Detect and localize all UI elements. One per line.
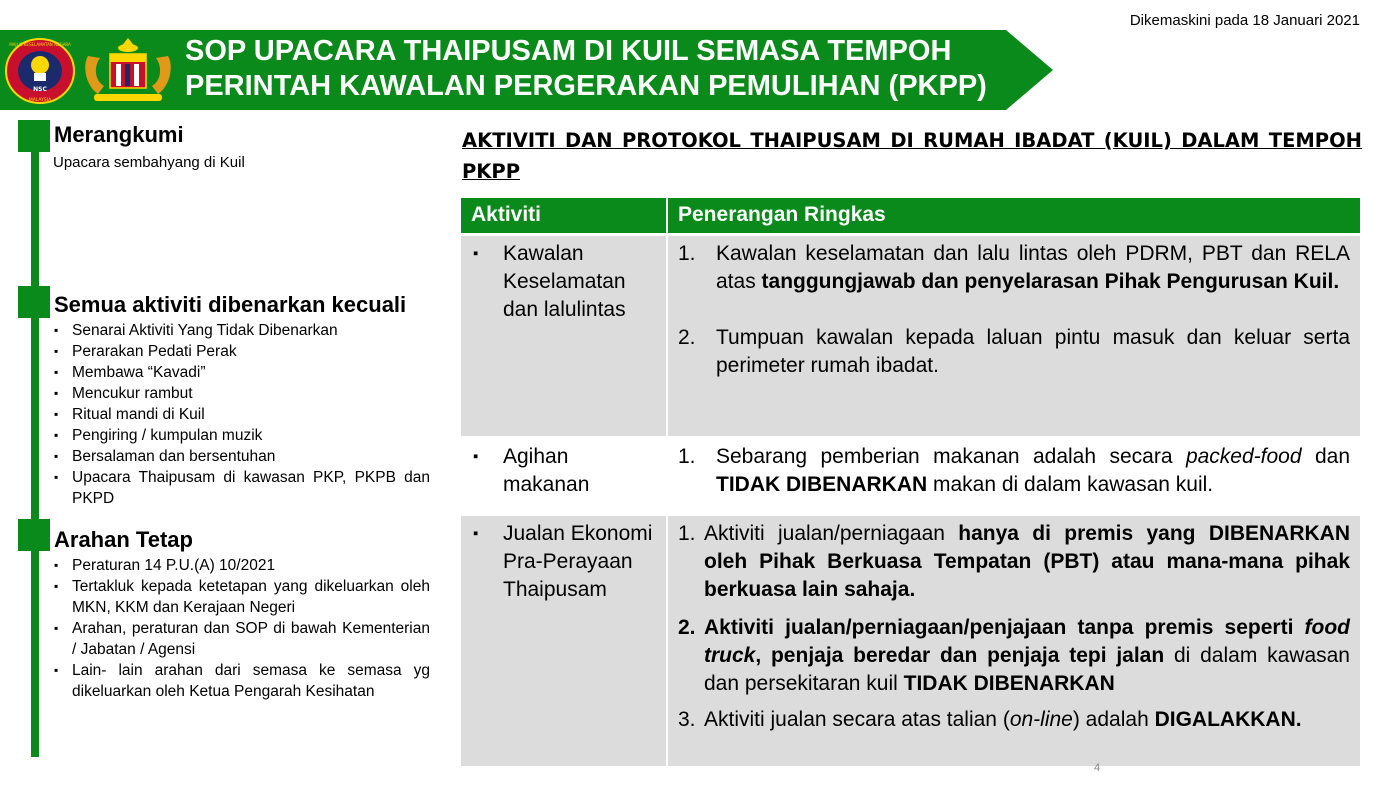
description-item [678,520,1350,604]
page-title [185,34,1025,104]
activity-cell: ▪ Jualan Ekonomi Pra-Perayaan Thaipusam [461,514,667,766]
item-text: Tumpuan kawalan kepada laluan pintu masuk dan keluar serta perimeter rumah ibadat. [716,325,1350,377]
description-cell [667,437,1361,514]
description-cell [667,234,1361,437]
malaysia-coat-of-arms-logo [80,36,176,106]
activity-cell: ▪ Kawalan Keselamatan dan lalulintas [461,234,667,437]
description-item [678,706,1350,734]
page-number: 4 [1094,762,1101,774]
header-activity: Aktiviti [461,198,667,234]
description-cell [667,514,1361,766]
item-text: Sebarang pemberian makanan adalah secara packed-food dan TIDAK DIBENARKAN makan di dalam kawasan kuil. [716,444,1350,496]
description-item [678,443,1350,499]
list-item: ▪ Tertakluk kepada ketetapan yang dikeluarkan oleh MKN, KKM dan Kerajaan Negeri [54,576,430,618]
page-title-line-1: SOP UPACARA THAIPUSAM DI KUIL SEMASA TEMPOH [185,35,952,67]
item-number: 1. [678,444,696,468]
svg-text:MAJLIS KESELAMATAN NEGARA: MAJLIS KESELAMATAN NEGARA [9,42,71,47]
nsc-logo [4,37,76,105]
item-text: Aktiviti jualan secara atas talian (on-line) adalah DIGALAKKAN. [704,707,1302,731]
list-item: ▪ Upacara Thaipusam di kawasan PKP, PKPB dan PKPD [54,467,430,509]
table-row [461,437,1361,514]
timeline-marker-summary [18,120,50,152]
section-title: AKTIVITI DAN PROTOKOL THAIPUSAM DI RUMAH IBADAT (KUIL) DALAM TEMPOH PKPP [462,129,1362,183]
table-header-row [461,198,1361,234]
item-number: 1. [678,521,696,545]
list-item: ▪ Ritual mandi di Kuil [54,404,430,425]
list-item: ▪ Arahan, peraturan dan SOP di bawah Kementerian / Jabatan / Agensi [54,618,430,660]
updated-date: Dikemaskini pada 18 Januari 2021 [1129,12,1360,29]
protocol-table [461,198,1362,766]
item-text: Kawalan keselamatan dan lalu lintas oleh PDRM, PBT dan RELA atas tanggungjawab dan penyelarasan Pihak Pengurusan Kuil. [716,241,1350,293]
item-text: Aktiviti jualan/perniagaan/penjajaan tanpa premis seperti food truck, penjaja beredar dan penjaja tepi jalan di dalam kawasan dan persekitaran kuil TIDAK DIBENARKAN [704,615,1350,695]
list-item: ▪ Membawa “Kavadi” [54,362,430,383]
directive-list [54,555,430,702]
svg-text:NSC: NSC [33,86,47,93]
timeline-marker-allowed [18,286,50,318]
table-row [461,234,1361,437]
list-item: ▪ Perarakan Pedati Perak [54,341,430,362]
timeline-rail [31,140,39,757]
page-title-line-2: PERINTAH KAWALAN PERGERAKAN PEMULIHAN (PKPP) [185,70,987,102]
item-number: 1. [678,241,696,265]
table-row [461,514,1361,766]
allowed-heading: Semua aktiviti dibenarkan kecuali [54,292,407,317]
list-item: ▪ Pengiring / kumpulan muzik [54,425,430,446]
svg-text:MALAYSIA: MALAYSIA [28,98,52,103]
activity-cell: ▪ Agihan makanan [461,437,667,514]
allowed-exceptions-list [54,320,430,509]
description-item [678,614,1350,698]
description-item [678,324,1350,380]
timeline-marker-directive [18,519,50,551]
item-number: 3. [678,707,696,731]
item-text: Aktiviti jualan/perniagaan hanya di premis yang DIBENARKAN oleh Pihak Berkuasa Tempatan (PBT) atau mana-mana pihak berkuasa lain sahaja. [704,521,1350,601]
list-item: ▪ Bersalaman dan bersentuhan [54,446,430,467]
summary-text: Upacara sembahyang di Kuil [53,154,245,171]
item-number: 2. [678,615,696,639]
summary-heading: Merangkumi [54,122,184,147]
list-item: ▪ Peraturan 14 P.U.(A) 10/2021 [54,555,430,576]
header-description: Penerangan Ringkas [667,198,1361,234]
description-item [678,240,1350,296]
list-item: ▪ Senarai Aktiviti Yang Tidak Dibenarkan [54,320,430,341]
directive-heading: Arahan Tetap [54,527,193,552]
list-item: ▪ Lain- lain arahan dari semasa ke semasa yg dikeluarkan oleh Ketua Pengarah Kesihatan [54,660,430,702]
item-number: 2. [678,325,696,349]
list-item: ▪ Mencukur rambut [54,383,430,404]
